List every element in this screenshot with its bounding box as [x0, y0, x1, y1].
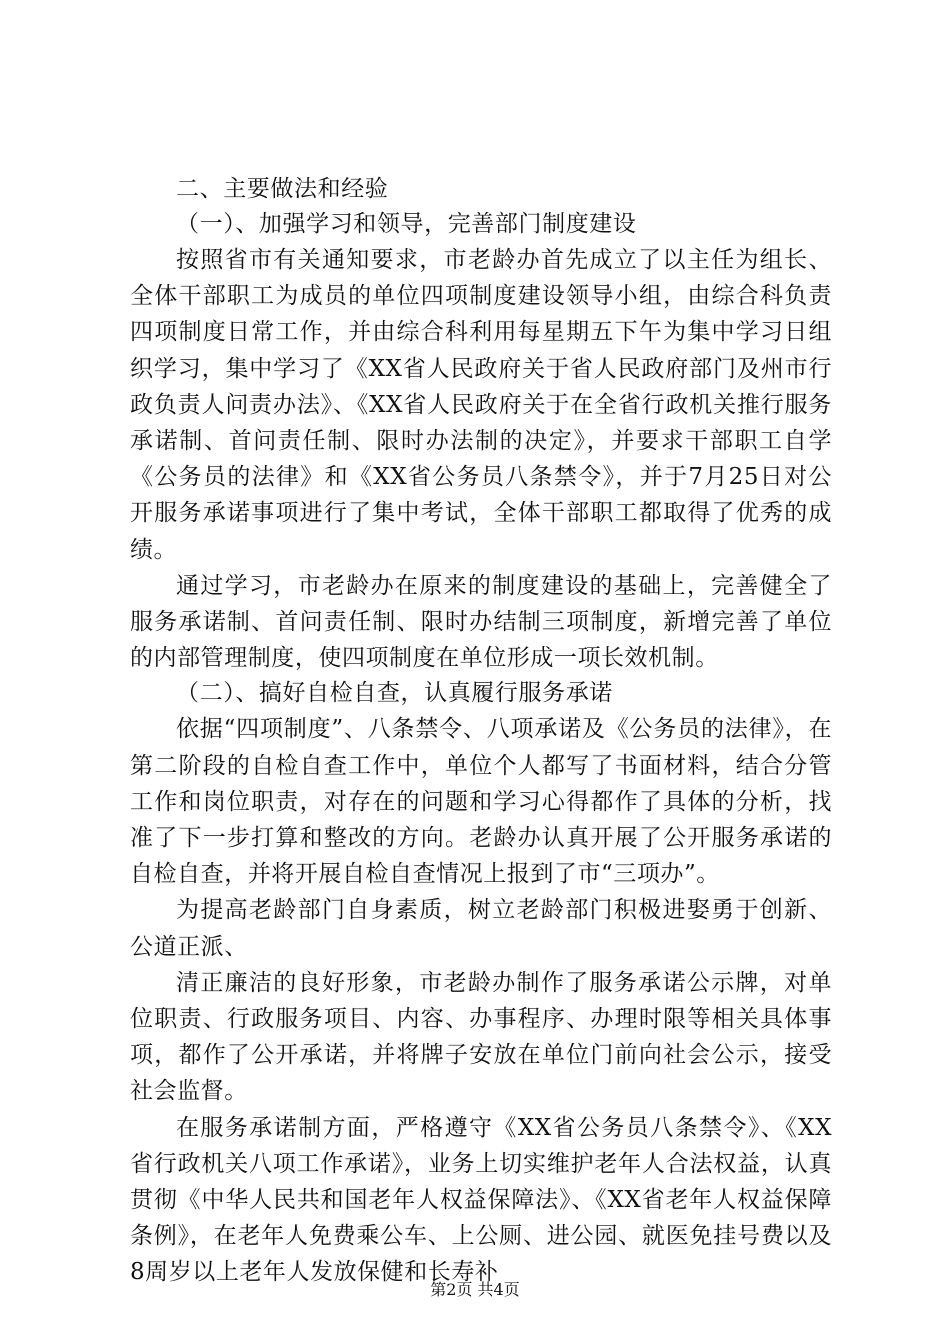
paragraph-1: 按照省市有关通知要求，市老龄办首先成立了以主任为组长、全体干部职工为成员的单位四项制度建设领导小组，由综合科负责四项制度日常工作，并由综合科利用每星期五下午为集中学习日组织学习，集中学习了《XX省人民政府关于省人民政府部门及州市行政负责人问责办法》、《XX省人民政府关于在全省行政机关推行服务承诺制、首问责任制、限时办法制的决定》，并要求干部职工自学《公务员的法律》和《XX省公务员八条禁令》，并于7月25日对公开服务承诺事项进行了集中考试，全体干部职工都取得了优秀的成绩。	[130, 247, 832, 563]
subsection-title-2: （二）、搞好自检自查，认真履行服务承诺	[176, 680, 613, 707]
paragraph-4: 为提高老龄部门自身素质，树立老龄部门积极进娶勇于创新、公道正派、	[130, 897, 832, 960]
section-heading: 二、主要做法和经验	[176, 176, 389, 202]
subsection-title-1: （一）、加强学习和领导，完善部门制度建设	[176, 211, 637, 237]
paragraph-5: 清正廉洁的良好形象，市老龄办制作了服务承诺公示牌，对单位职责、行政服务项目、内容、办事程序、办理时限等相关具体事项，都作了公开承诺，并将牌子安放在单位门前向社会公示，接受社会监督。	[130, 969, 832, 1105]
paragraph-6: 在服务承诺制方面，严格遵守《XX省公务员八条禁令》、《XX省行政机关八项工作承诺》，业务上切实维护老年人合法权益，认真贯彻《中华人民共和国老年人权益保障法》、《XX省老年人权益保障条例》，在老年人免费乘公车、上公厕、进公园、就医免挂号费以及8周岁以上老年人发放保健和长寿补	[130, 1114, 832, 1286]
document-body	[130, 172, 832, 1291]
page-footer: 第2页 共4页	[430, 1280, 520, 1299]
paragraph-3: 依据“四项制度”、八条禁令、八项承诺及《公务员的法律》，在第二阶段的自检自查工作中，单位个人都写了书面材料，结合分管工作和岗位职责，对存在的问题和学习心得都作了具体的分析，找准了下一步打算和整改的方向。老龄办认真开展了公开服务承诺的自检自查，并将开展自检自查情况上报到了市“三项办”。	[130, 716, 832, 888]
paragraph-2: 通过学习，市老龄办在原来的制度建设的基础上，完善健全了服务承诺制、首问责任制、限时办结制三项制度，新增完善了单位的内部管理制度，使四项制度在单位形成一项长效机制。	[130, 572, 832, 672]
